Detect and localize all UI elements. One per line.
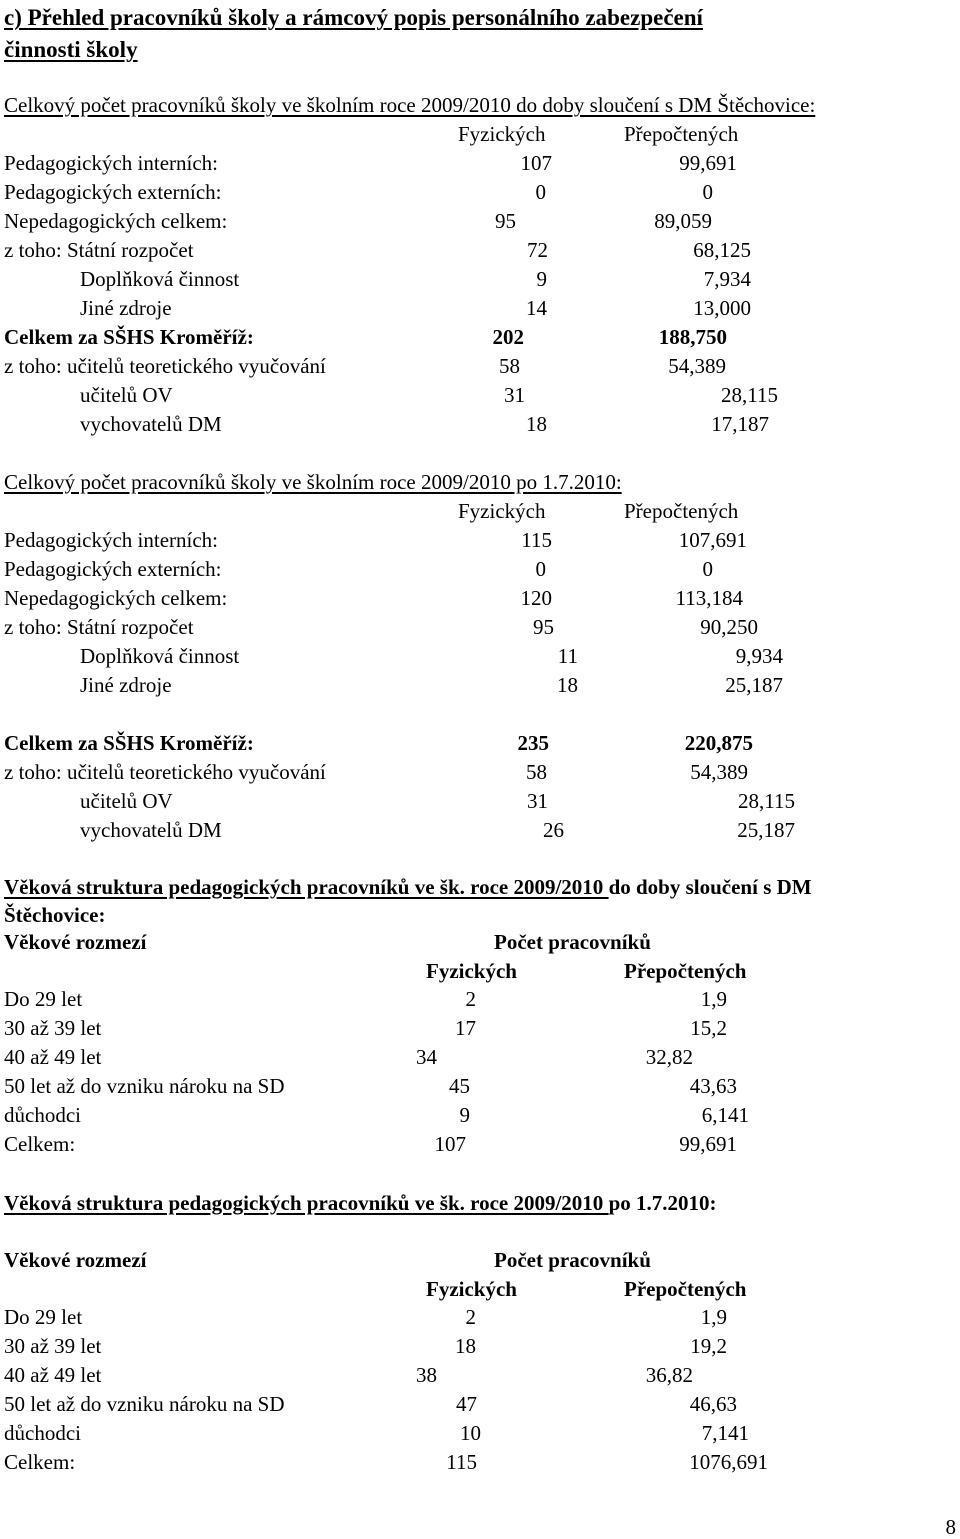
table1-title: Celkový počet pracovníků školy ve školním roce 2009/2010 do doby sloučení s DM Štěchovice:	[4, 93, 816, 117]
table2-row-physical: 0	[535, 557, 546, 581]
table4-count-header: Počet pracovníků	[494, 1248, 651, 1272]
table1-row-label: Nepedagogických celkem:	[4, 209, 228, 233]
table4-title-underlined: Věková struktura pedagogických pracovníků ve šk. roce 2009/2010	[4, 1191, 609, 1215]
table2-row-converted: 90,250	[700, 615, 758, 639]
table2-row-converted: 28,115	[738, 789, 795, 813]
table1-row-physical: 0	[535, 180, 546, 204]
table3-col-physical: Fyzických	[426, 959, 517, 983]
table1-row-label: učitelů OV	[80, 383, 173, 407]
table2-row-physical: 115	[521, 528, 552, 552]
table1-row-converted: 54,389	[668, 354, 726, 378]
table3-row-label: důchodci	[4, 1103, 81, 1127]
table2-row-physical: 235	[517, 731, 549, 755]
table3-count-header: Počet pracovníků	[494, 930, 651, 954]
table3-row-physical: 34	[416, 1045, 437, 1069]
table2-row-converted: 107,691	[678, 528, 747, 552]
table1-row-label: Celkem za SŠHS Kroměříž:	[4, 325, 254, 349]
table1-row-physical: 58	[499, 354, 520, 378]
table2-col-physical: Fyzických	[458, 499, 546, 523]
table4-row-label: Do 29 let	[4, 1305, 83, 1329]
table2-title: Celkový počet pracovníků školy ve školním roce 2009/2010 po 1.7.2010:	[4, 470, 622, 494]
table2-row-label: vychovatelů DM	[80, 818, 222, 842]
table1-row-converted: 28,115	[721, 383, 778, 407]
table1-row-converted: 17,187	[711, 412, 769, 436]
section-title-line2: činnosti školy	[4, 37, 138, 62]
table4-row-converted: 1,9	[700, 1305, 727, 1329]
table4-title	[4, 1193, 717, 1214]
table4-row-converted: 7,141	[701, 1421, 749, 1445]
table2-col-converted: Přepočtených	[624, 499, 739, 523]
table4-title-rest: po 1.7.2010:	[608, 1191, 717, 1215]
table4-row-label: Celkem:	[4, 1450, 76, 1474]
table4-row-converted: 46,63	[689, 1392, 737, 1416]
table3-row-physical: 17	[455, 1016, 476, 1040]
table3-title-line2: Štěchovice:	[4, 903, 106, 927]
table2-row-physical: 31	[527, 789, 548, 813]
table1-row-converted: 188,750	[658, 325, 727, 349]
table3-row-converted: 32,82	[645, 1045, 693, 1069]
table4-col-physical: Fyzických	[426, 1277, 517, 1301]
table3-row-label: 30 až 39 let	[4, 1016, 102, 1040]
table1-row-physical: 202	[492, 325, 524, 349]
table3-row-converted: 1,9	[700, 987, 727, 1011]
table2-row-physical: 95	[533, 615, 554, 639]
table3-row-label: 50 let až do vzniku nároku na SD	[4, 1074, 285, 1098]
table3-col-converted: Přepočtených	[624, 959, 747, 983]
table1-row-converted: 0	[702, 180, 713, 204]
table1-row-physical: 95	[495, 209, 516, 233]
table4-row-label: 50 let až do vzniku nároku na SD	[4, 1392, 285, 1416]
table1-col-physical: Fyzických	[458, 122, 546, 146]
table3-row-converted: 43,63	[689, 1074, 737, 1098]
table4-row-label: důchodci	[4, 1421, 81, 1445]
table2-row-label: Pedagogických externích:	[4, 557, 222, 581]
page-number: 8	[945, 1515, 956, 1539]
table1-row-label: vychovatelů DM	[80, 412, 222, 436]
table1-row-label: z toho: Státní rozpočet	[4, 238, 194, 262]
table4-row-physical: 10	[460, 1421, 481, 1445]
table1-row-converted: 99,691	[679, 151, 737, 175]
table1-row-label: Jiné zdroje	[80, 296, 172, 320]
table4-row-physical: 2	[465, 1305, 476, 1329]
table2-row-converted: 25,187	[725, 673, 783, 697]
table4-row-label: 40 až 49 let	[4, 1363, 102, 1387]
section-title-line1: c) Přehled pracovníků školy a rámcový popis personálního zabezpečení	[4, 5, 703, 30]
table3-row-physical: 107	[434, 1132, 466, 1156]
table3-row-physical: 45	[449, 1074, 470, 1098]
table2-row-label: Jiné zdroje	[80, 673, 172, 697]
table3-row-label: Celkem:	[4, 1132, 76, 1156]
table1-row-physical: 72	[527, 238, 548, 262]
table2-row-converted: 25,187	[737, 818, 795, 842]
table1-row-physical: 9	[536, 267, 547, 291]
table3-row-converted: 6,141	[701, 1103, 749, 1127]
table4-row-converted: 1076,691	[689, 1450, 768, 1474]
table3-row-converted: 99,691	[679, 1132, 737, 1156]
table1-row-converted: 7,934	[703, 267, 751, 291]
table2-row-label: Pedagogických interních:	[4, 528, 219, 552]
table3-row-converted: 15,2	[690, 1016, 727, 1040]
table1-row-physical: 14	[526, 296, 547, 320]
table4-age-range-header: Věkové rozmezí	[4, 1248, 147, 1272]
table3-row-physical: 9	[459, 1103, 470, 1127]
table2-row-physical: 26	[543, 818, 564, 842]
table3-age-range-header: Věkové rozmezí	[4, 930, 147, 954]
table2-row-converted: 220,875	[684, 731, 753, 755]
table2-row-label: Nepedagogických celkem:	[4, 586, 228, 610]
table1-row-converted: 13,000	[693, 296, 751, 320]
table3-row-physical: 2	[465, 987, 476, 1011]
table2-row-label: Doplňková činnost	[80, 644, 240, 668]
table2-row-converted: 0	[702, 557, 713, 581]
table2-row-physical: 120	[520, 586, 552, 610]
table3-row-label: 40 až 49 let	[4, 1045, 102, 1069]
table1-row-label: Pedagogických externích:	[4, 180, 222, 204]
table3-title	[4, 877, 812, 898]
table1-row-label: z toho: učitelů teoretického vyučování	[4, 354, 326, 378]
table2-row-converted: 113,184	[675, 586, 743, 610]
table4-row-physical: 18	[455, 1334, 476, 1358]
table2-row-physical: 58	[526, 760, 547, 784]
table1-row-converted: 89,059	[654, 209, 712, 233]
table2-row-label: učitelů OV	[80, 789, 173, 813]
table3-title-rest: do doby sloučení s DM	[608, 875, 812, 899]
table2-row-physical: 11	[557, 644, 578, 668]
table4-row-physical: 115	[446, 1450, 477, 1474]
table4-row-label: 30 až 39 let	[4, 1334, 102, 1358]
table2-row-physical: 18	[557, 673, 578, 697]
table3-title-underlined: Věková struktura pedagogických pracovníků ve šk. roce 2009/2010	[4, 875, 609, 899]
table2-row-label: z toho: učitelů teoretického vyučování	[4, 760, 326, 784]
table1-row-converted: 68,125	[693, 238, 751, 262]
table4-row-converted: 36,82	[645, 1363, 693, 1387]
table1-row-physical: 31	[504, 383, 525, 407]
table1-row-label: Pedagogických interních:	[4, 151, 219, 175]
table4-row-physical: 38	[416, 1363, 437, 1387]
table2-row-label: z toho: Státní rozpočet	[4, 615, 194, 639]
table4-row-converted: 19,2	[690, 1334, 727, 1358]
table2-row-converted: 9,934	[735, 644, 783, 668]
table1-row-physical: 18	[526, 412, 547, 436]
table2-row-label: Celkem za SŠHS Kroměříž:	[4, 731, 254, 755]
table1-col-converted: Přepočtených	[624, 122, 739, 146]
table1-row-physical: 107	[520, 151, 552, 175]
table1-row-label: Doplňková činnost	[80, 267, 240, 291]
table4-col-converted: Přepočtených	[624, 1277, 747, 1301]
table2-row-converted: 54,389	[690, 760, 748, 784]
table4-row-physical: 47	[456, 1392, 477, 1416]
table3-row-label: Do 29 let	[4, 987, 83, 1011]
